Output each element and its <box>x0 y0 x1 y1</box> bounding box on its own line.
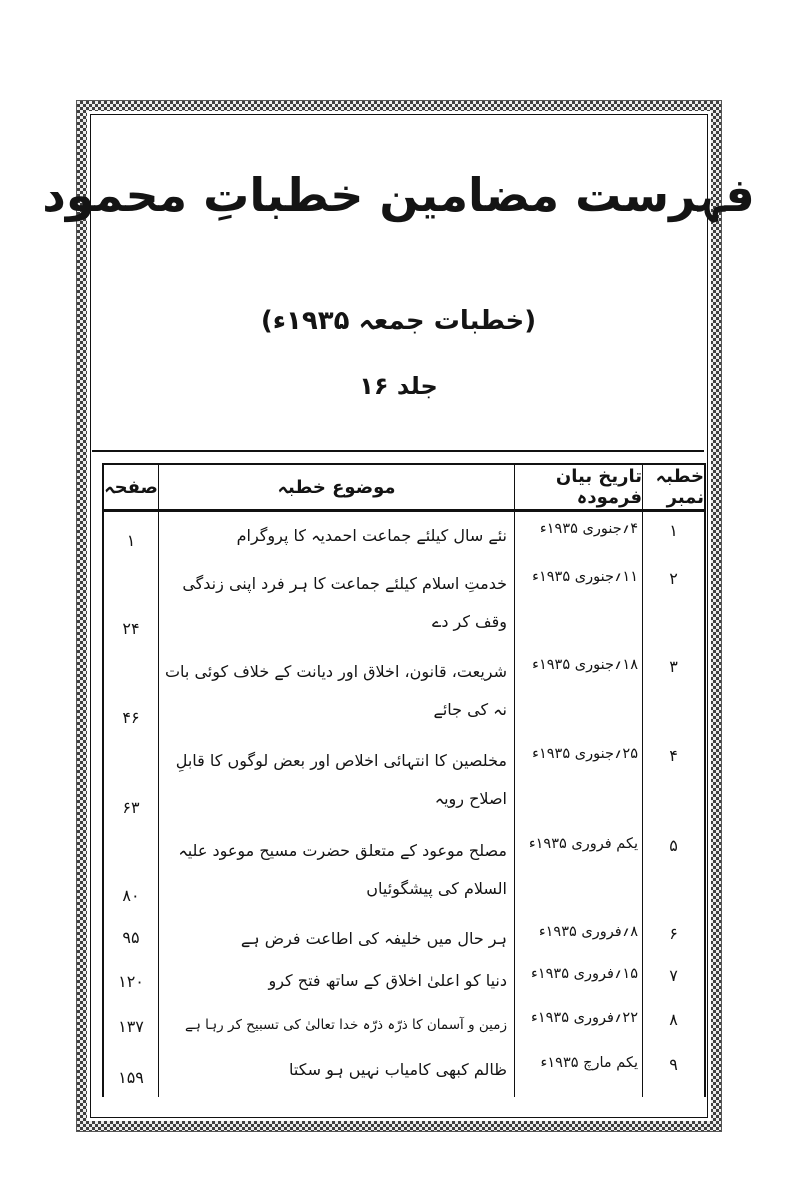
toc-table <box>102 463 706 1097</box>
khutba-subject: دنیا کو اعلیٰ اخلاق کے ساتھ فتح کرو <box>159 957 515 1001</box>
volume-label: جلد ۱۶ <box>359 372 438 400</box>
khutba-number: ۹ <box>669 1055 678 1074</box>
khutba-date: ۴؍جنوری ۱۹۳۵ء <box>515 512 643 560</box>
page-number: ۴۶ <box>104 648 159 737</box>
table-body <box>104 512 704 1097</box>
khutba-date: ۱۱؍جنوری ۱۹۳۵ء <box>515 560 643 648</box>
khutba-number: ۸ <box>669 1010 678 1029</box>
khutba-subject: زمین و آسمان کا ذرّہ ذرّہ خدا تعالیٰ کی تسبیح کر رہا ہے <box>159 1001 515 1046</box>
header-date: تاریخ بیان فرمودہ <box>515 465 643 512</box>
page-number: ۱۳۷ <box>104 1001 159 1046</box>
khutba-subject: ظالم کبھی کامیاب نہیں ہو سکتا <box>159 1046 515 1097</box>
khutba-number: ۵ <box>669 836 678 855</box>
subtitle: (خطبات جمعہ ۱۹۳۵ء) <box>260 306 537 336</box>
khutba-date: ۲۲؍فروری ۱۹۳۵ء <box>515 1001 643 1046</box>
page-number: ۸۰ <box>104 827 159 915</box>
khutba-subject: مصلح موعود کے متعلق حضرت مسیح موعود علیہ السلام کی پیشگوئیاں <box>159 827 515 915</box>
khutba-date: ۸؍فروری ۱۹۳۵ء <box>515 915 643 957</box>
page-number: ۲۴ <box>104 560 159 648</box>
khutba-number: ۲ <box>669 569 678 588</box>
khutba-number: ۱ <box>669 521 678 540</box>
header-number: خطبہ نمبر <box>643 465 704 512</box>
khutba-subject: نئے سال کیلئے جماعت احمدیہ کا پروگرام <box>159 512 515 560</box>
top-rule <box>92 450 704 452</box>
khutba-date: ۱۸؍جنوری ۱۹۳۵ء <box>515 648 643 737</box>
khutba-date: ۲۵؍جنوری ۱۹۳۵ء <box>515 737 643 827</box>
khutba-number: ۶ <box>669 924 678 943</box>
header-subject: موضوع خطبہ <box>159 465 515 512</box>
khutba-date: یکم فروری ۱۹۳۵ء <box>515 827 643 915</box>
page-number: ۱ <box>104 512 159 560</box>
khutba-number: ۷ <box>669 966 678 985</box>
page-number: ۱۲۰ <box>104 957 159 1001</box>
main-title: فہرست مضامین خطباتِ محمود <box>42 168 755 222</box>
khutba-number: ۴ <box>669 746 678 765</box>
khutba-subject: مخلصین کا انتہائی اخلاص اور بعض لوگوں کا قابلِ اصلاح رویہ <box>159 737 515 827</box>
header-page: صفحہ <box>104 465 159 512</box>
khutba-date: ۱۵؍فروری ۱۹۳۵ء <box>515 957 643 1001</box>
khutba-subject: خدمتِ اسلام کیلئے جماعت کا ہر فرد اپنی زندگی وقف کر دے <box>159 560 515 648</box>
page-number: ۹۵ <box>104 915 159 957</box>
khutba-subject: ہر حال میں خلیفہ کی اطاعت فرض ہے <box>159 915 515 957</box>
khutba-date: یکم مارچ ۱۹۳۵ء <box>515 1046 643 1097</box>
page-number: ۶۳ <box>104 737 159 827</box>
table-header-row <box>104 465 704 512</box>
khutba-number: ۳ <box>669 657 678 676</box>
page-number: ۱۵۹ <box>104 1046 159 1097</box>
khutba-subject: شریعت، قانون، اخلاق اور دیانت کے خلاف کوئی بات نہ کی جائے <box>159 648 515 737</box>
